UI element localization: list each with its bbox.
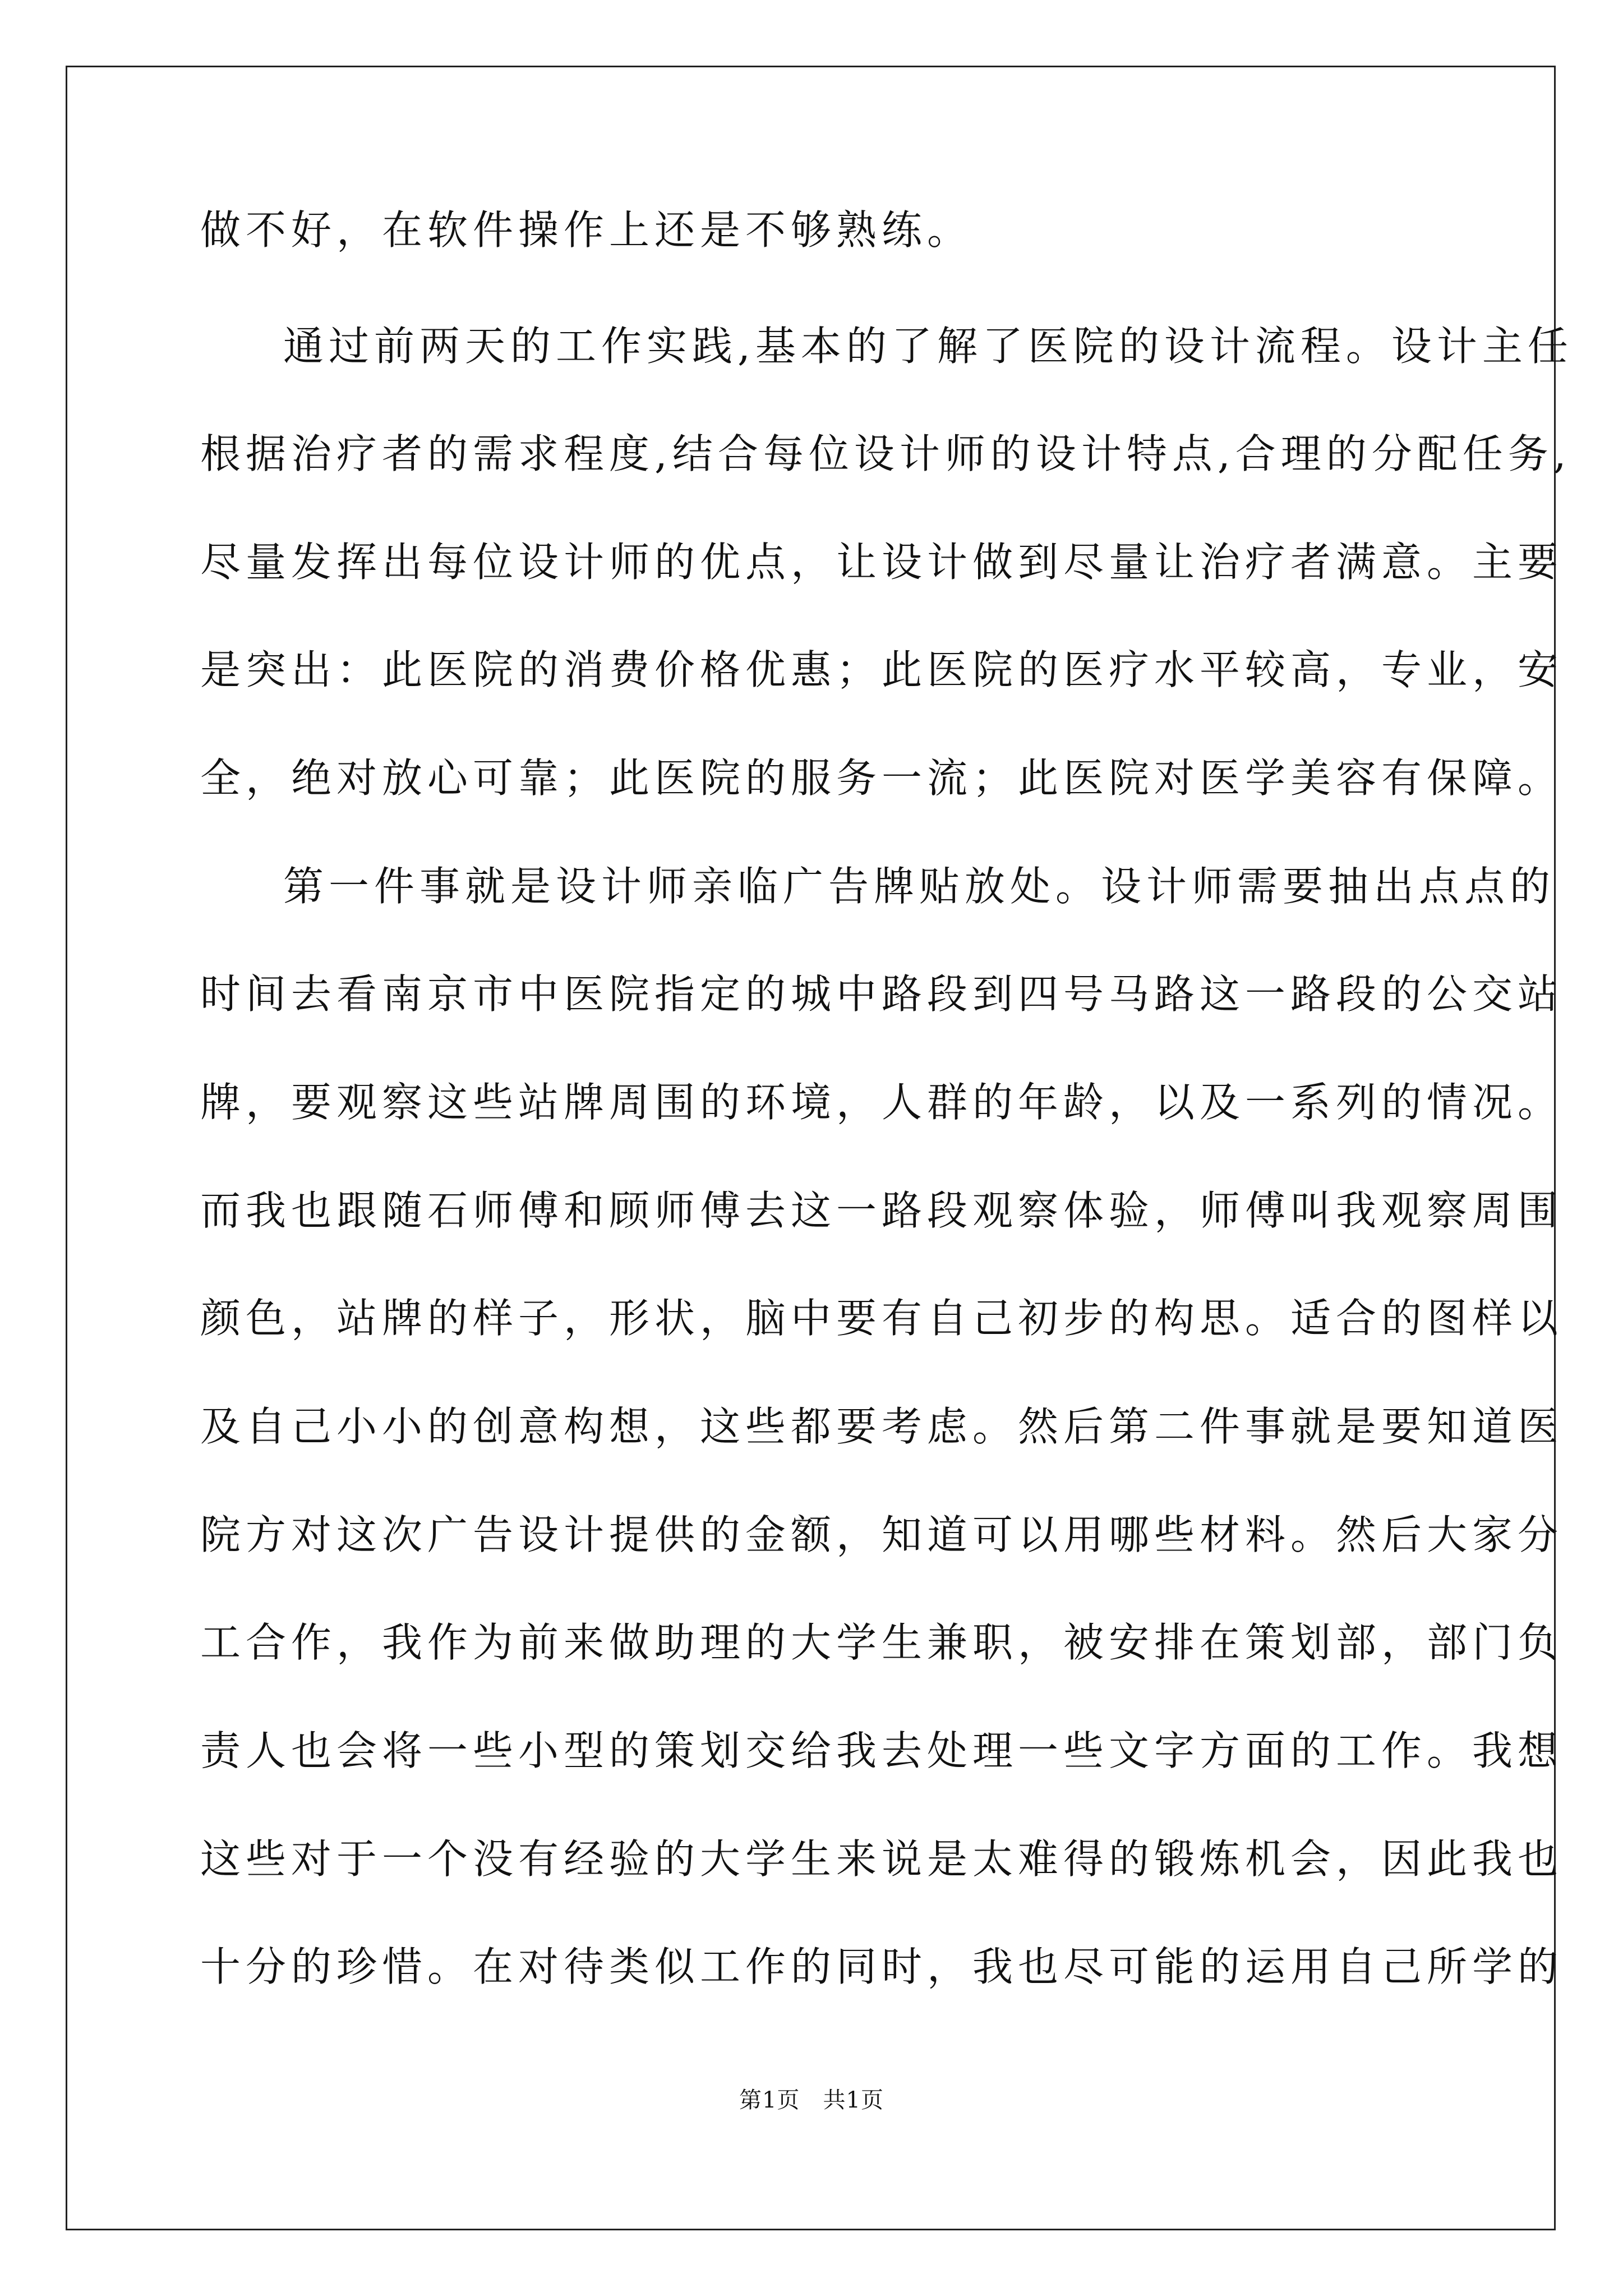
text-line: 十分的珍惜。在对待类似工作的同时，我也尽可能的运用自己所学的 [200,1943,1564,1990]
page-border [66,66,1556,2230]
text-line: 做不好，在软件操作上还是不够熟练。 [200,206,973,254]
text-line: 这些对于一个没有经验的大学生来说是太难得的锻炼机会，因此我也 [200,1835,1564,1883]
text-line: 时间去看南京市中医院指定的城中路段到四号马路这一路段的公交站 [200,970,1564,1018]
text-line: 而我也跟随石师傅和顾师傅去这一路段观察体验，师傅叫我观察周围 [200,1187,1564,1234]
text-line: 牌，要观察这些站牌周围的环境，人群的年龄，以及一系列的情况。 [200,1079,1564,1126]
text-line: 责人也会将一些小型的策划交给我去处理一些文字方面的工作。我想 [200,1727,1564,1774]
text-line: 颜色，站牌的样子，形状，脑中要有自己初步的构思。适合的图样以 [200,1295,1564,1342]
text-line: 是突出：此医院的消费价格优惠；此医院的医疗水平较高，专业，安 [200,646,1564,693]
page-number-footer: 第1页 共1页 [739,2087,884,2113]
text-line: 及自己小小的创意构想，这些都要考虑。然后第二件事就是要知道医 [200,1403,1564,1450]
text-line: 全，绝对放心可靠；此医院的服务一流；此医院对医学美容有保障。 [200,754,1564,802]
text-line: 尽量发挥出每位设计师的优点，让设计做到尽量让治疗者满意。主要 [200,539,1564,586]
text-line: 通过前两天的工作实践,基本的了解了医院的设计流程。设计主任 [283,323,1573,370]
text-line: 院方对这次广告设计提供的金额，知道可以用哪些材料。然后大家分 [200,1511,1564,1558]
text-line: 根据治疗者的需求程度,结合每位设计师的设计特点,合理的分配任务, [200,430,1571,477]
text-line: 第一件事就是设计师亲临广告牌贴放处。设计师需要抽出点点的 [283,863,1556,910]
text-line: 工合作，我作为前来做助理的大学生兼职，被安排在策划部，部门负 [200,1619,1564,1666]
